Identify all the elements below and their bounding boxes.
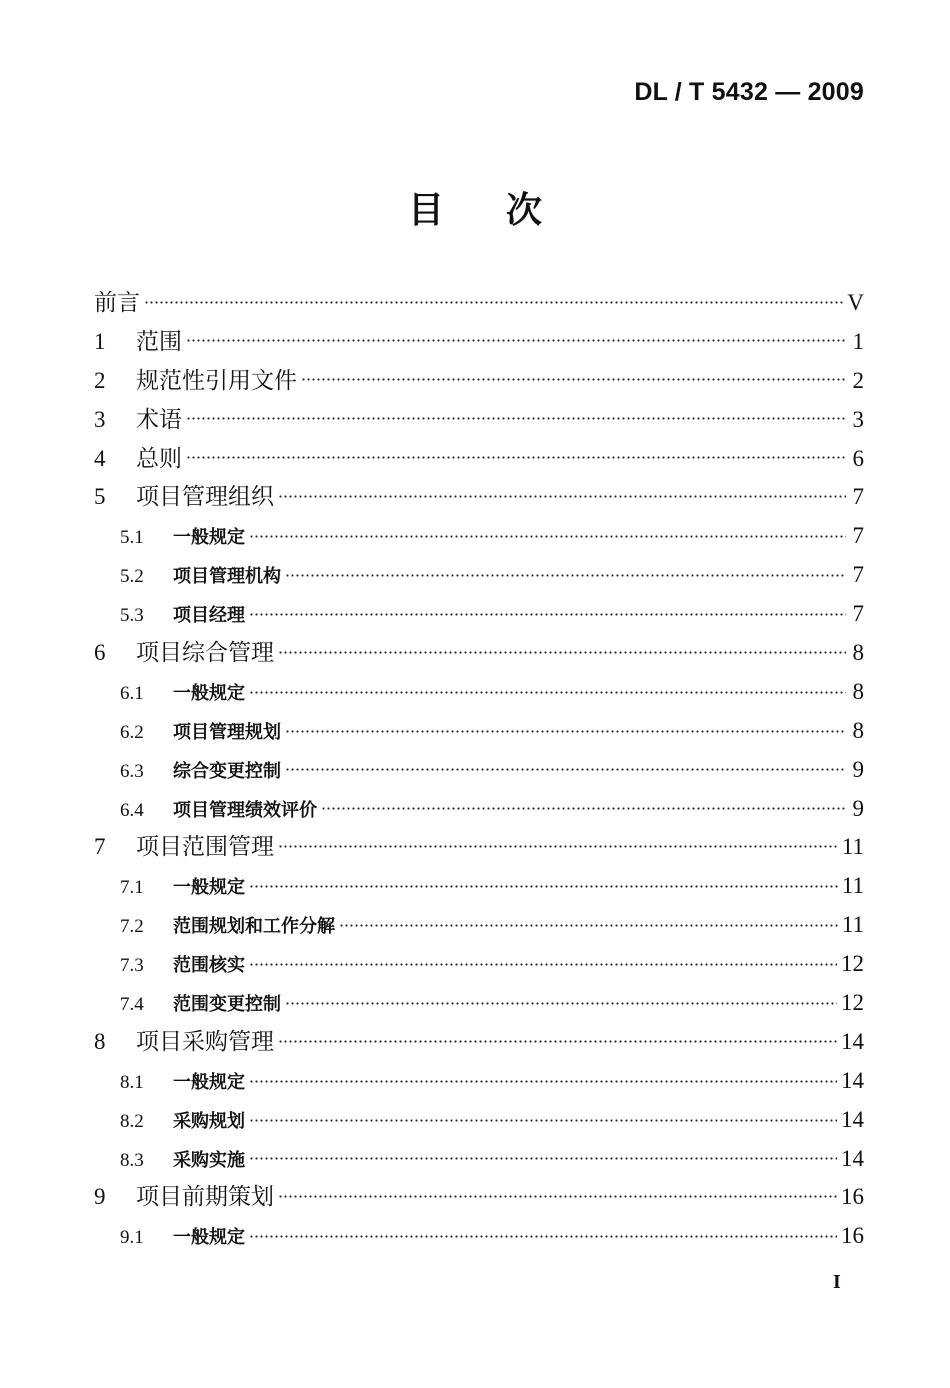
dot-leader — [278, 1026, 837, 1049]
dot-leader — [249, 524, 846, 543]
toc-entry-page: 7 — [852, 601, 864, 627]
page-number: I — [833, 1271, 841, 1293]
toc-entry[interactable] — [94, 751, 864, 790]
toc-entry-page: 11 — [841, 912, 864, 938]
toc-entry-label: 项目前期策划 — [136, 1184, 274, 1211]
toc-entry-label: 项目范围管理 — [136, 834, 274, 861]
toc-entry-label: 范围核实 — [173, 955, 245, 977]
dot-leader — [285, 758, 846, 777]
toc-entry-number: 6.1 — [120, 682, 144, 704]
toc-entry-page: 8 — [852, 678, 864, 704]
dot-leader — [321, 797, 846, 816]
toc-entry-page: 6 — [852, 445, 864, 471]
toc-entry[interactable] — [94, 284, 864, 323]
dot-leader — [186, 326, 846, 349]
toc-entry[interactable] — [94, 478, 864, 517]
toc-entry-number: 8.1 — [120, 1071, 144, 1093]
toc-entry-label: 范围规划和工作分解 — [173, 916, 335, 938]
toc-entry-number: 7 — [94, 834, 106, 860]
toc-entry[interactable] — [94, 1217, 864, 1256]
toc-entry-label: 总则 — [136, 445, 182, 472]
dot-leader — [278, 481, 846, 504]
standard-code: DL / T 5432 — 2009 — [634, 78, 864, 106]
toc-entry-page: 8 — [852, 640, 864, 666]
toc-entry-page: 8 — [852, 717, 864, 743]
toc-entry-page: 14 — [841, 1145, 864, 1171]
toc-entry[interactable] — [94, 634, 864, 673]
toc-entry-label: 范围变更控制 — [173, 994, 281, 1016]
toc-entry[interactable] — [94, 828, 864, 867]
toc-entry-number: 7.4 — [120, 994, 144, 1016]
toc-entry[interactable] — [94, 790, 864, 829]
toc-entry-page: 14 — [841, 1028, 864, 1054]
dot-leader — [249, 1147, 837, 1166]
toc-entry-label: 一般规定 — [173, 877, 245, 899]
toc-entry-number: 9 — [94, 1184, 106, 1210]
toc-entry-number: 1 — [94, 328, 106, 354]
toc-entry-number: 7.2 — [120, 916, 144, 938]
toc-entry-label: 一般规定 — [173, 682, 245, 704]
page-title — [0, 182, 950, 233]
toc-entry-page: 2 — [852, 367, 864, 393]
dot-leader — [249, 602, 846, 621]
dot-leader — [278, 637, 846, 660]
toc-entry-number: 2 — [94, 367, 106, 393]
toc-entry-label: 项目采购管理 — [136, 1028, 274, 1055]
toc-entry-page: 16 — [841, 1223, 864, 1249]
dot-leader — [249, 1224, 837, 1243]
toc-entry-page: 12 — [841, 990, 864, 1016]
table-of-contents — [94, 284, 864, 1256]
toc-entry[interactable] — [94, 1023, 864, 1062]
toc-entry-label: 项目管理机构 — [173, 566, 281, 588]
toc-entry[interactable] — [94, 673, 864, 712]
toc-entry-page: 7 — [852, 562, 864, 588]
toc-entry-page: 9 — [852, 756, 864, 782]
toc-entry-label: 规范性引用文件 — [136, 367, 297, 394]
dot-leader — [144, 287, 843, 310]
toc-entry-page: 7 — [852, 523, 864, 549]
toc-entry-page: 9 — [852, 795, 864, 821]
toc-entry-page: 12 — [841, 951, 864, 977]
toc-entry-number: 5.1 — [120, 527, 144, 549]
toc-entry-label: 采购规划 — [173, 1110, 245, 1132]
toc-entry-label: 范围 — [136, 328, 182, 355]
dot-leader — [186, 404, 846, 427]
toc-entry-label: 一般规定 — [173, 1227, 245, 1249]
toc-entry-number: 6.3 — [120, 760, 144, 782]
toc-entry[interactable] — [94, 984, 864, 1023]
toc-entry[interactable] — [94, 1140, 864, 1179]
dot-leader — [301, 365, 846, 388]
toc-entry-page: 7 — [852, 484, 864, 510]
toc-entry[interactable] — [94, 1101, 864, 1140]
toc-entry[interactable] — [94, 945, 864, 984]
toc-entry-label: 项目管理组织 — [136, 484, 274, 511]
toc-entry-number: 4 — [94, 445, 106, 471]
toc-entry-number: 8.3 — [120, 1149, 144, 1171]
toc-entry-label: 综合变更控制 — [173, 760, 281, 782]
dot-leader — [278, 831, 838, 854]
toc-entry-label: 一般规定 — [173, 1071, 245, 1093]
dot-leader — [249, 1108, 837, 1127]
toc-entry-page: 3 — [852, 406, 864, 432]
toc-entry-label: 术语 — [136, 406, 182, 433]
toc-entry-number: 8.2 — [120, 1110, 144, 1132]
toc-entry-number: 6 — [94, 640, 106, 666]
dot-leader — [285, 563, 846, 582]
toc-entry[interactable] — [94, 362, 864, 401]
toc-entry[interactable] — [94, 906, 864, 945]
dot-leader — [249, 1069, 837, 1088]
toc-entry[interactable] — [94, 1062, 864, 1101]
toc-entry-number: 3 — [94, 406, 106, 432]
dot-leader — [249, 952, 837, 971]
toc-entry-label: 项目管理规划 — [173, 721, 281, 743]
dot-leader — [186, 443, 846, 466]
toc-entry-number: 5 — [94, 484, 106, 510]
toc-entry-page: 14 — [841, 1067, 864, 1093]
toc-entry-number: 7.3 — [120, 955, 144, 977]
toc-entry-page: 16 — [841, 1184, 864, 1210]
toc-entry-page: 1 — [852, 328, 864, 354]
dot-leader — [249, 874, 838, 893]
dot-leader — [285, 719, 846, 738]
toc-entry[interactable] — [94, 556, 864, 595]
toc-entry-label: 采购实施 — [173, 1149, 245, 1171]
toc-entry[interactable] — [94, 323, 864, 362]
toc-entry[interactable] — [94, 867, 864, 906]
toc-entry-page: 14 — [841, 1106, 864, 1132]
toc-entry-number: 5.2 — [120, 566, 144, 588]
toc-entry-number: 5.3 — [120, 605, 144, 627]
toc-entry[interactable] — [94, 401, 864, 440]
toc-entry-number: 6.4 — [120, 799, 144, 821]
toc-entry-label: 一般规定 — [173, 527, 245, 549]
toc-entry-label: 前言 — [94, 290, 140, 316]
toc-entry[interactable] — [94, 440, 864, 479]
toc-entry-number: 6.2 — [120, 721, 144, 743]
title-char-1: 目 — [407, 190, 444, 231]
toc-entry[interactable] — [94, 1178, 864, 1217]
toc-entry-page: V — [847, 290, 864, 315]
dot-leader — [339, 913, 838, 932]
title-char-2: 次 — [506, 190, 543, 231]
toc-entry[interactable] — [94, 517, 864, 556]
dot-leader — [285, 991, 837, 1010]
dot-leader — [249, 680, 846, 699]
toc-entry-label: 项目管理绩效评价 — [173, 799, 317, 821]
toc-entry-number: 9.1 — [120, 1227, 144, 1249]
toc-entry-page: 11 — [841, 873, 864, 899]
toc-entry[interactable] — [94, 712, 864, 751]
toc-entry-page: 11 — [841, 834, 864, 860]
toc-entry[interactable] — [94, 595, 864, 634]
dot-leader — [278, 1181, 837, 1204]
toc-entry-label: 项目综合管理 — [136, 640, 274, 667]
toc-entry-number: 7.1 — [120, 877, 144, 899]
toc-entry-number: 8 — [94, 1028, 106, 1054]
toc-entry-label: 项目经理 — [173, 605, 245, 627]
